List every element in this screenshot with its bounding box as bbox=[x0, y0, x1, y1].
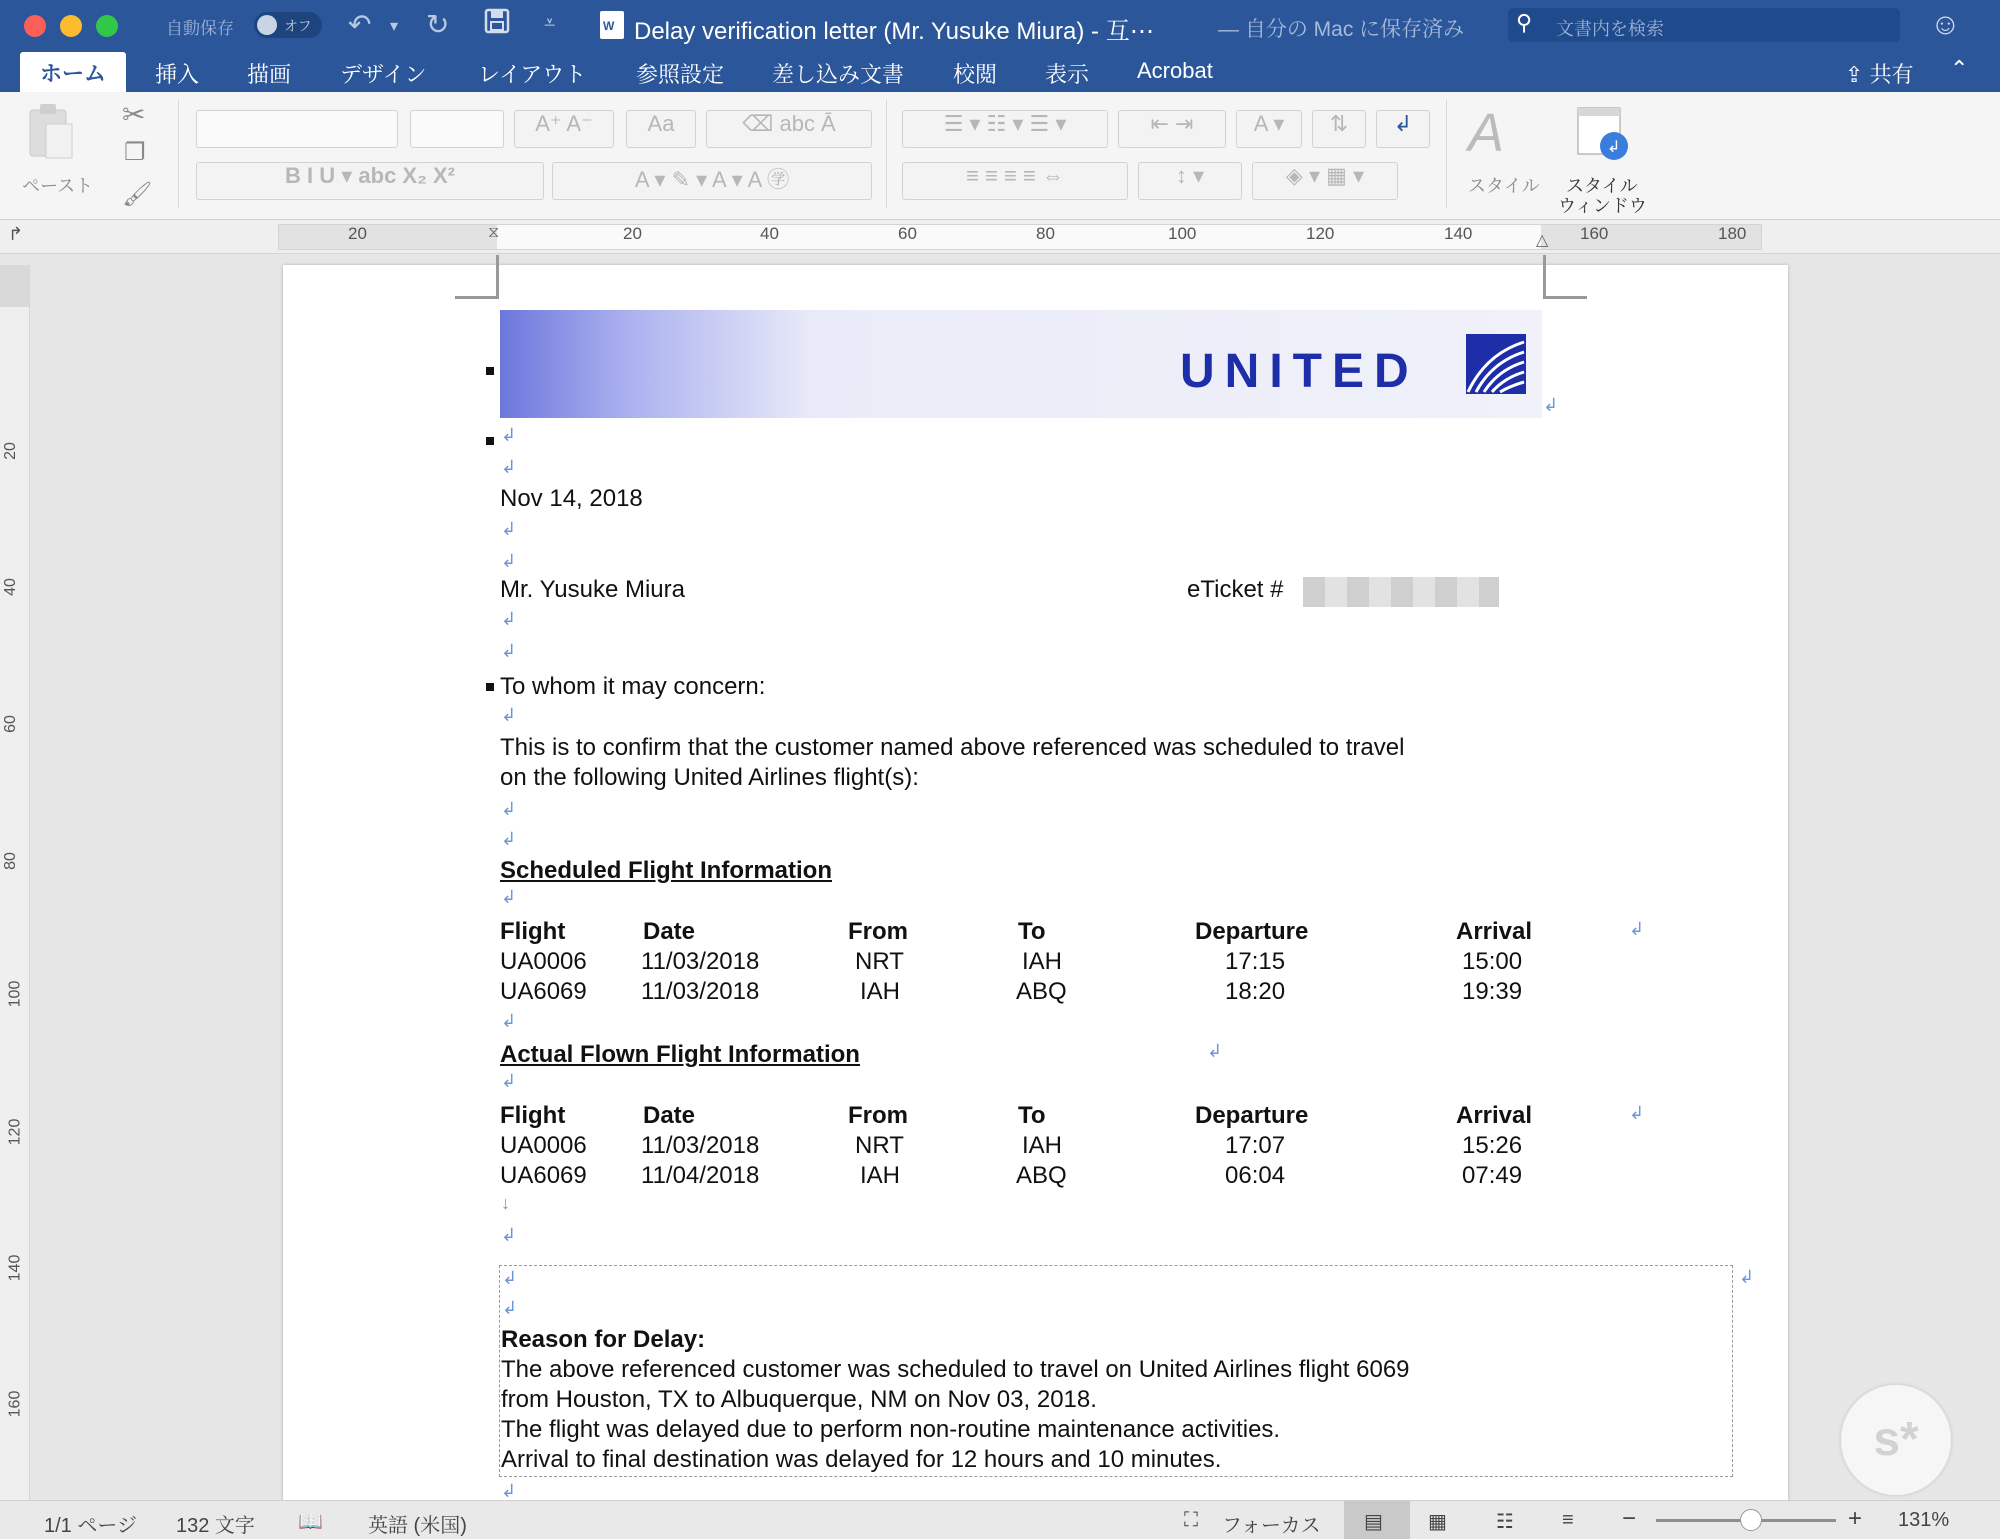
share-button[interactable] bbox=[1845, 58, 1914, 89]
word-document-icon: W bbox=[600, 11, 624, 39]
paragraph-mark: ↲ bbox=[501, 887, 517, 907]
ribbon-divider bbox=[886, 100, 887, 208]
redo-icon[interactable]: ↻ bbox=[426, 9, 450, 40]
bold-italic-underline-group[interactable]: B I U ▾ abc X₂ X² bbox=[196, 162, 544, 200]
ruler-tick: 180 bbox=[1718, 224, 1747, 243]
table-cell: 15:00 bbox=[1462, 948, 1523, 975]
shading-borders-buttons[interactable]: ◈ ▾ ▦ ▾ bbox=[1252, 162, 1398, 200]
paragraph-mark: ↲ bbox=[502, 1298, 518, 1318]
column-header: From bbox=[848, 918, 908, 945]
united-logo-text: UNITED bbox=[1180, 345, 1419, 398]
paragraph-mark: ↲ bbox=[501, 1481, 517, 1500]
paste-label: ペースト bbox=[22, 176, 94, 196]
paragraph-bullet bbox=[486, 367, 494, 375]
document-canvas[interactable] bbox=[31, 255, 2000, 1500]
paragraph-mark: ↲ bbox=[501, 799, 517, 819]
table-cell: 07:49 bbox=[1462, 1162, 1523, 1189]
ruler-tick: 80 bbox=[1036, 224, 1055, 243]
tab-draw[interactable]: 描画 bbox=[247, 62, 292, 87]
ribbon-home bbox=[0, 92, 2000, 220]
eticket-label: eTicket # bbox=[1187, 576, 1284, 603]
column-header: Departure bbox=[1195, 1102, 1309, 1129]
tab-references[interactable]: 参照設定 bbox=[636, 62, 725, 87]
language-indicator[interactable]: 英語 (米国) bbox=[368, 1515, 467, 1537]
crop-mark bbox=[1543, 255, 1587, 299]
indent-marker-icon[interactable]: ⧖ bbox=[488, 224, 500, 241]
autosave-label: 自動保存 bbox=[166, 19, 234, 38]
column-header: Arrival bbox=[1456, 918, 1533, 945]
font-size-dropdown[interactable] bbox=[410, 110, 504, 148]
clear-format-phonetic-buttons[interactable]: ⌫ abc Ā bbox=[706, 110, 872, 148]
table-cell: UA6069 bbox=[500, 978, 587, 1005]
table-cell: IAH bbox=[1022, 948, 1063, 975]
paragraph-mark: ↲ bbox=[501, 519, 517, 539]
status-bar bbox=[0, 1500, 2000, 1539]
undo-icon[interactable]: ↶ bbox=[348, 9, 372, 40]
show-paragraph-marks-button[interactable]: ↲ bbox=[1376, 110, 1430, 148]
column-header: Departure bbox=[1195, 918, 1309, 945]
asian-layout-button[interactable]: A ▾ bbox=[1236, 110, 1302, 148]
paragraph-mark: ↲ bbox=[501, 457, 517, 477]
ruler-tick: 60 bbox=[898, 224, 917, 243]
ruler-tick: 80 bbox=[1, 852, 19, 870]
tab-selector-icon[interactable]: ↱ bbox=[8, 224, 24, 244]
salutation: To whom it may concern: bbox=[500, 673, 766, 700]
reason-line-4: Arrival to final destination was delayed for 12 hours and 10 minutes. bbox=[501, 1446, 1222, 1473]
united-globe-icon bbox=[1466, 334, 1526, 394]
paragraph-mark: ↲ bbox=[1543, 395, 1559, 415]
minimize-window-button[interactable] bbox=[60, 15, 82, 37]
paragraph-mark: ↲ bbox=[1207, 1041, 1223, 1061]
recipient-name: Mr. Yusuke Miura bbox=[500, 576, 685, 603]
ruler-tick: 40 bbox=[760, 224, 779, 243]
paragraph-mark: ↲ bbox=[501, 425, 517, 445]
reason-line-1: The above referenced customer was scheduled to travel on United Airlines flight 6069 bbox=[501, 1356, 1410, 1383]
watermark-logo-icon: s* bbox=[1841, 1385, 1951, 1495]
page-count[interactable]: 1/1 ページ bbox=[44, 1515, 137, 1537]
cut-icon[interactable]: ✂ bbox=[122, 99, 146, 130]
zoom-slider-handle[interactable] bbox=[1740, 1509, 1762, 1531]
list-buttons[interactable]: ☰ ▾ ☷ ▾ ☰ ▾ bbox=[902, 110, 1108, 148]
table-cell: 17:15 bbox=[1225, 948, 1286, 975]
styles-window-icon[interactable] bbox=[1576, 106, 1630, 162]
ruler-tick: 120 bbox=[1306, 224, 1335, 243]
vruler-top-margin bbox=[0, 265, 29, 307]
paragraph-mark: ↲ bbox=[501, 705, 517, 725]
web-layout-view-icon[interactable]: ▦ bbox=[1428, 1511, 1447, 1533]
search-document-field[interactable] bbox=[1508, 8, 1900, 42]
vertical-ruler[interactable] bbox=[0, 265, 30, 1500]
table-cell: IAH bbox=[860, 1162, 901, 1189]
ribbon-tabs bbox=[0, 50, 2000, 92]
table-cell: 17:07 bbox=[1225, 1132, 1286, 1159]
title-bar bbox=[0, 0, 2000, 50]
share-icon: ⇪ bbox=[1845, 62, 1864, 87]
save-icon[interactable] bbox=[484, 8, 510, 41]
ruler-left-margin bbox=[279, 224, 500, 249]
scheduled-flight-heading: Scheduled Flight Information bbox=[500, 857, 832, 884]
grow-shrink-font-buttons[interactable]: A⁺ A⁻ bbox=[514, 110, 614, 148]
document-title: Delay verification letter (Mr. Yusuke Miura) - 互⋯ bbox=[634, 18, 1154, 45]
paragraph-bullet bbox=[486, 683, 494, 691]
tab-mailings[interactable]: 差し込み文書 bbox=[772, 62, 905, 87]
collapse-ribbon-icon[interactable]: ⌃ bbox=[1950, 56, 1969, 81]
paragraph-mark: ↲ bbox=[1739, 1267, 1755, 1287]
table-cell: UA0006 bbox=[500, 1132, 587, 1159]
paragraph-mark: ↲ bbox=[501, 1071, 517, 1091]
styles-gallery-icon[interactable]: A bbox=[1468, 103, 1505, 163]
table-cell: 11/03/2018 bbox=[641, 978, 760, 1005]
table-cell: ABQ bbox=[1016, 978, 1067, 1005]
paragraph-mark: ↲ bbox=[501, 829, 517, 849]
share-label: 共有 bbox=[1869, 62, 1914, 87]
table-cell: IAH bbox=[1022, 1132, 1063, 1159]
column-header: Arrival bbox=[1456, 1102, 1533, 1129]
save-status: — 自分の Mac に保存済み bbox=[1218, 18, 1465, 41]
column-header: To bbox=[1018, 918, 1046, 945]
close-window-button[interactable] bbox=[24, 15, 46, 37]
table-cell: UA6069 bbox=[500, 1162, 587, 1189]
paragraph-mark: ↲ bbox=[501, 1225, 517, 1245]
sort-button[interactable]: ⇅ bbox=[1312, 110, 1366, 148]
ruler-tick: 160 bbox=[1580, 224, 1609, 243]
table-cell: IAH bbox=[860, 978, 901, 1005]
tab-acrobat[interactable]: Acrobat bbox=[1137, 58, 1213, 83]
toggle-knob bbox=[257, 15, 277, 35]
paragraph-mark: ↲ bbox=[1629, 1103, 1645, 1123]
copy-icon[interactable]: ❐ bbox=[124, 139, 146, 166]
column-header: Date bbox=[643, 918, 696, 945]
text-effects-highlight-group[interactable]: A ▾ ✎ ▾ A ▾ A ㊫ bbox=[552, 162, 872, 200]
ruler-tick: 140 bbox=[1444, 224, 1473, 243]
column-header: Flight bbox=[500, 918, 566, 945]
indent-buttons[interactable]: ⇤ ⇥ bbox=[1118, 110, 1226, 148]
crop-mark bbox=[455, 255, 499, 299]
zoom-level[interactable]: 131% bbox=[1898, 1509, 1950, 1531]
proofing-icon[interactable]: 📖 bbox=[298, 1511, 323, 1533]
table-cell: 11/04/2018 bbox=[641, 1162, 760, 1189]
column-header: To bbox=[1018, 1102, 1046, 1129]
document-page[interactable] bbox=[283, 265, 1788, 1500]
actual-flight-heading: Actual Flown Flight Information bbox=[500, 1041, 860, 1068]
styles-label: スタイル bbox=[1468, 176, 1540, 196]
ribbon-divider bbox=[178, 100, 179, 208]
undo-dropdown-icon[interactable]: ▾ bbox=[390, 18, 399, 35]
ruler-tick: 60 bbox=[1, 715, 19, 733]
paragraph-mark: ↲ bbox=[501, 609, 517, 629]
search-placeholder: 文書内を検索 bbox=[1556, 19, 1664, 39]
table-cell: ABQ bbox=[1016, 1162, 1067, 1189]
table-cell: 06:04 bbox=[1225, 1162, 1286, 1189]
focus-mode-label[interactable]: フォーカス bbox=[1222, 1515, 1321, 1537]
table-cell: 11/03/2018 bbox=[641, 1132, 760, 1159]
column-header: Date bbox=[643, 1102, 696, 1129]
body-line-1: This is to confirm that the customer named above referenced was scheduled to travel bbox=[500, 734, 1405, 761]
reason-heading: Reason for Delay: bbox=[501, 1326, 706, 1353]
tab-view[interactable]: 表示 bbox=[1045, 62, 1090, 87]
table-cell: NRT bbox=[855, 1132, 904, 1159]
ruler-tick: 140 bbox=[6, 1254, 24, 1282]
body-line-2: on the following United Airlines flight(s): bbox=[500, 764, 919, 791]
tab-layout[interactable]: レイアウト bbox=[478, 62, 587, 87]
print-layout-view-icon[interactable]: ▤ bbox=[1364, 1511, 1383, 1533]
autosave-state: オフ bbox=[284, 18, 312, 34]
zoom-in-button[interactable]: + bbox=[1848, 1505, 1863, 1532]
paragraph-mark: ↲ bbox=[501, 551, 517, 571]
ruler-tick: 20 bbox=[1, 442, 19, 460]
tab-home[interactable]: ホーム bbox=[20, 52, 126, 92]
format-painter-icon[interactable]: 🖌 bbox=[122, 181, 153, 208]
redacted-eticket-number bbox=[1303, 577, 1499, 607]
line-break-mark: ↓ bbox=[501, 1193, 510, 1213]
focus-mode-icon[interactable]: ⛶ bbox=[1184, 1509, 1198, 1531]
outline-view-icon[interactable]: ☷ bbox=[1496, 1511, 1514, 1533]
right-indent-marker-icon[interactable]: △ bbox=[1536, 232, 1549, 249]
word-count[interactable]: 132 文字 bbox=[176, 1515, 255, 1537]
ruler-tick: 160 bbox=[6, 1390, 24, 1418]
paragraph-mark: ↲ bbox=[502, 1268, 518, 1288]
font-name-dropdown[interactable] bbox=[196, 110, 398, 148]
ruler-tick: 20 bbox=[623, 224, 642, 243]
tab-insert[interactable]: 挿入 bbox=[155, 62, 200, 87]
reason-line-3: The flight was delayed due to perform non-routine maintenance activities. bbox=[501, 1416, 1281, 1443]
svg-text:↲: ↲ bbox=[1607, 139, 1621, 156]
change-case-button[interactable]: Aa bbox=[626, 110, 696, 148]
alignment-buttons[interactable]: ≡ ≡ ≡ ≡ ⇔ bbox=[902, 162, 1128, 200]
table-cell: NRT bbox=[855, 948, 904, 975]
tab-design[interactable]: デザイン bbox=[340, 62, 427, 87]
autosave-toggle[interactable] bbox=[254, 12, 322, 38]
paragraph-mark: ↲ bbox=[501, 1011, 517, 1031]
reason-line-2: from Houston, TX to Albuquerque, NM on Nov 03, 2018. bbox=[501, 1386, 1097, 1413]
column-header: From bbox=[848, 1102, 908, 1129]
line-spacing-button[interactable]: ↕ ▾ bbox=[1138, 162, 1242, 200]
ruler-tick: 40 bbox=[1, 578, 19, 596]
zoom-out-button[interactable]: − bbox=[1622, 1505, 1637, 1532]
table-cell: 15:26 bbox=[1462, 1132, 1523, 1159]
tab-review[interactable]: 校閲 bbox=[953, 62, 998, 87]
table-cell: 18:20 bbox=[1225, 978, 1286, 1005]
reason-text-box[interactable] bbox=[499, 1265, 1733, 1477]
letter-date: Nov 14, 2018 bbox=[500, 485, 643, 512]
table-cell: 11/03/2018 bbox=[641, 948, 760, 975]
paragraph-bullet bbox=[486, 437, 494, 445]
paragraph-mark: ↲ bbox=[1629, 919, 1645, 939]
paste-icon[interactable] bbox=[22, 102, 78, 164]
search-icon: ⚲ bbox=[1516, 10, 1533, 35]
ruler-tick: 100 bbox=[6, 980, 24, 1008]
styles-window-label-1: スタイル bbox=[1566, 176, 1638, 196]
ruler-tick: 120 bbox=[6, 1118, 24, 1146]
header-banner bbox=[500, 310, 1542, 418]
ruler-tick: 20 bbox=[348, 224, 367, 243]
column-header: Flight bbox=[500, 1102, 566, 1129]
ribbon-divider bbox=[1446, 100, 1447, 208]
paragraph-mark: ↲ bbox=[501, 641, 517, 661]
horizontal-ruler[interactable] bbox=[0, 220, 2000, 254]
zoom-window-button[interactable] bbox=[96, 15, 118, 37]
draft-view-icon[interactable]: ≡ bbox=[1562, 1509, 1574, 1531]
ruler-tick: 100 bbox=[1168, 224, 1197, 243]
feedback-smiley-icon[interactable]: ☺ bbox=[1930, 8, 1961, 41]
styles-window-label-2: ウィンドウ bbox=[1558, 196, 1647, 216]
customize-toolbar-icon[interactable]: ⩡ bbox=[544, 12, 556, 34]
table-cell: 19:39 bbox=[1462, 978, 1523, 1005]
table-cell: UA0006 bbox=[500, 948, 587, 975]
